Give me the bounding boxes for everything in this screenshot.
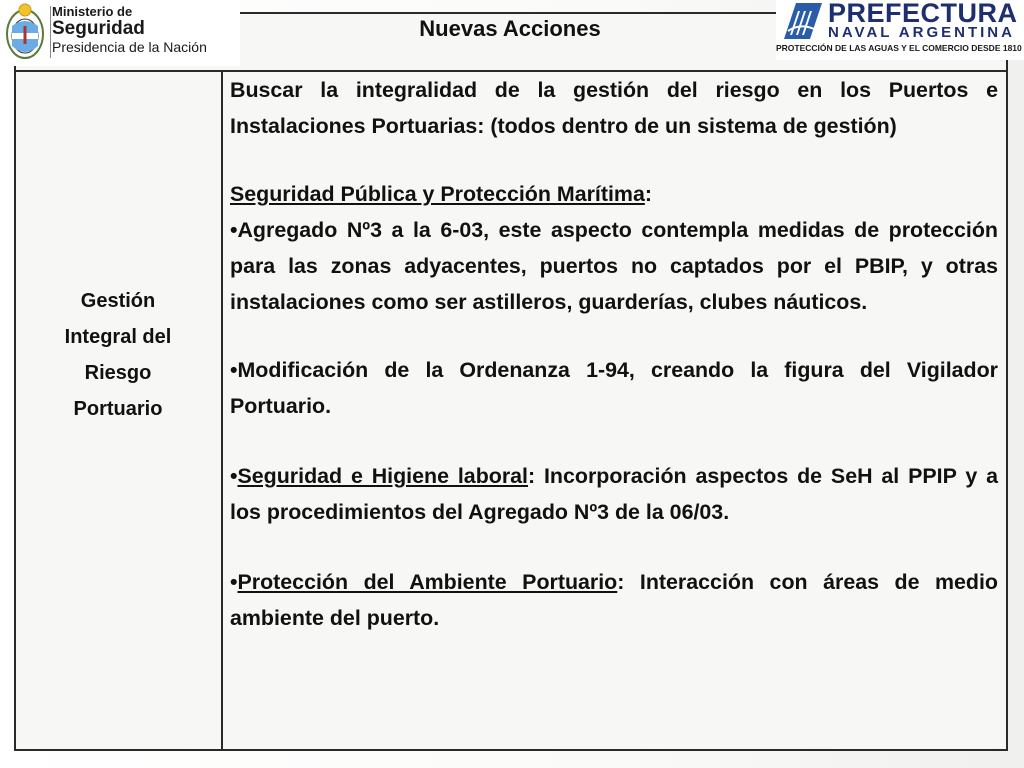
section-colon: : (644, 182, 652, 206)
content-cell (230, 72, 998, 636)
intro-paragraph: Buscar la integralidad de la gestión del riesgo en los Puertos e Instalaciones Portuarias: (todos dentro de un sistema de gestión) (230, 78, 998, 138)
row-label-line: Gestión (80, 290, 156, 312)
logo-line-3: Presidencia de la Nación (52, 39, 207, 55)
prefectura-emblem-icon (778, 1, 824, 41)
spacer (230, 144, 998, 176)
logo-line-1: Ministerio de (52, 4, 133, 19)
row-label-line: Integral del (64, 326, 172, 348)
prefectura-logo (776, 0, 1024, 60)
spacer (230, 530, 998, 564)
spacer (230, 424, 998, 458)
row-label (14, 283, 222, 427)
ministerio-text (52, 4, 238, 56)
bullet-title: Seguridad e Higiene laboral (237, 464, 528, 488)
bullet-marker: • (230, 464, 238, 488)
prefectura-subtitle: NAVAL ARGENTINA (828, 24, 1015, 41)
prefectura-motto: PROTECCIÓN DE LAS AGUAS Y EL COMERCIO DESDE 1810 (776, 43, 1022, 53)
bullet-text: : Interacción con áreas de medio ambiente del puerto. (230, 570, 998, 630)
bullet-marker: • (230, 570, 238, 594)
ministerio-seguridad-logo (0, 0, 240, 66)
page-title: Nuevas Acciones (419, 16, 601, 41)
bullet-item (230, 564, 998, 636)
bullet-title: Protección del Ambiente Portuario (237, 570, 618, 594)
bullet-item: •Modificación de la Ordenanza 1-94, creando la figura del Vigilador Portuario. (230, 358, 998, 418)
spacer (230, 320, 998, 352)
bullet-item (230, 458, 998, 530)
row-label-line: Portuario (73, 398, 163, 420)
coat-of-arms-icon (4, 2, 46, 62)
logo-line-2: Seguridad (52, 18, 145, 39)
prefectura-title: PREFECTURA (828, 0, 1018, 28)
bullet-text: : Incorporación aspectos de SeH al PPIP y a los procedimientos del Agregado Nº3 de la 06/03. (230, 464, 999, 524)
row-label-line: Riesgo (84, 362, 152, 384)
logo-divider (50, 6, 51, 58)
bullet-item: •Agregado Nº3 a la 6-03, este aspecto contempla medidas de protección para las zonas adyacentes, puertos no captados por el PBIP, y otras instalaciones como ser astilleros, guarderías, clubes náuticos. (230, 218, 998, 314)
section-title: Seguridad Pública y Protección Marítima (230, 182, 645, 206)
section-heading (230, 176, 998, 212)
